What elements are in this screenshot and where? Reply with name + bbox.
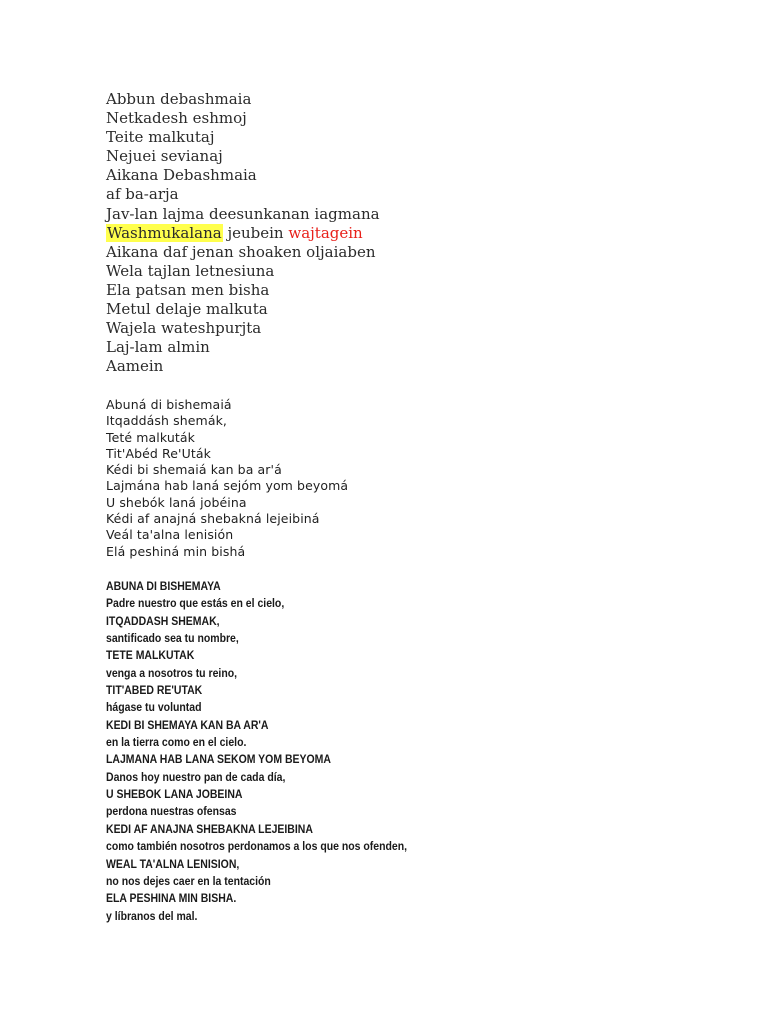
aramaic-prayer-stanza: [106, 90, 380, 376]
spanish-line: Danos hoy nuestro pan de cada día,: [106, 769, 286, 784]
aramaic-line: Ela patsan men bisha: [106, 280, 270, 299]
spanish-line: como también nosotros perdonamos a los que nos ofenden,: [106, 839, 408, 854]
aramaic-caps-line: TETE MALKUTAK: [106, 648, 195, 663]
aramaic-caps-line: KEDI BI SHEMAYA KAN BA AR'A: [106, 717, 269, 732]
spanish-line: hágase tu voluntad: [106, 700, 202, 715]
transliteration-line: Tit'Abéd Re'Uták: [106, 445, 211, 461]
aramaic-line: Metul delaje malkuta: [106, 300, 268, 319]
transliteration-line: Lajmána hab laná sejóm yom beyomá: [106, 478, 349, 494]
red-word: wajtagein: [288, 223, 363, 242]
transliteration-line: Veál ta'alna lenisión: [106, 527, 234, 543]
spanish-line: venga a nosotros tu reino,: [106, 665, 238, 680]
aramaic-mixed-line: [106, 224, 380, 243]
aramaic-line: Nejuei sevianaj: [106, 147, 223, 166]
transliteration-stanza: [106, 397, 348, 560]
spanish-line: y líbranos del mal.: [106, 908, 198, 923]
spanish-line: santificado sea tu nombre,: [106, 631, 239, 646]
aramaic-line: Teite malkutaj: [106, 128, 215, 147]
spanish-line: no nos dejes caer en la tentación: [106, 873, 271, 888]
aramaic-line: Netkadesh eshmoj: [106, 109, 247, 128]
aramaic-caps-line: ABUNA DI BISHEMAYA: [106, 579, 221, 593]
aramaic-caps-line: U SHEBOK LANA JOBEINA: [106, 787, 243, 802]
spanish-line: Padre nuestro que estás en el cielo,: [106, 596, 285, 611]
aramaic-line: Aamein: [106, 357, 164, 376]
aramaic-caps-line: TIT'ABED RE'UTAK: [106, 683, 203, 698]
aramaic-line: Jav-lan lajma deesunkanan iagmana: [106, 204, 380, 223]
aramaic-line: Abbun debashmaia: [106, 90, 252, 108]
aramaic-caps-line: LAJMANA HAB LANA SEKOM YOM BEYOMA: [106, 752, 331, 767]
transliteration-line: Itqaddásh shemák,: [106, 413, 227, 429]
transliteration-line: U shebók laná jobéina: [106, 494, 247, 510]
aramaic-caps-line: ITQADDASH SHEMAK,: [106, 613, 220, 628]
aramaic-caps-line: WEAL TA'ALNA LENISION,: [106, 856, 240, 871]
spanish-line: en la tierra como en el cielo.: [106, 735, 247, 750]
transliteration-line: Elá peshiná min bishá: [106, 543, 246, 559]
transliteration-line: Abuná di bishemaiá: [106, 397, 232, 412]
aramaic-line: af ba-arja: [106, 185, 179, 204]
spanish-line: perdona nuestras ofensas: [106, 804, 237, 819]
aramaic-line: Wela tajlan letnesiuna: [106, 261, 275, 280]
spanish-translation-stanza: [106, 578, 456, 925]
transliteration-line: Kédi bi shemaiá kan ba ar'á: [106, 462, 282, 478]
aramaic-line: Laj-lam almin: [106, 338, 210, 357]
aramaic-line: Aikana daf jenan shoaken oljaiaben: [106, 242, 376, 261]
plain-word: jeubein: [222, 223, 289, 242]
aramaic-caps-line: KEDI AF ANAJNA SHEBAKNA LEJEIBINA: [106, 821, 313, 836]
aramaic-caps-line: ELA PESHINA MIN BISHA.: [106, 891, 237, 906]
transliteration-line: Teté malkuták: [106, 429, 195, 445]
transliteration-line: Kédi af anajná shebakná lejeibiná: [106, 511, 320, 527]
highlighted-word: Washmukalana: [107, 223, 222, 242]
aramaic-line: Aikana Debashmaia: [106, 166, 257, 185]
aramaic-line: Wajela wateshpurjta: [106, 319, 262, 338]
